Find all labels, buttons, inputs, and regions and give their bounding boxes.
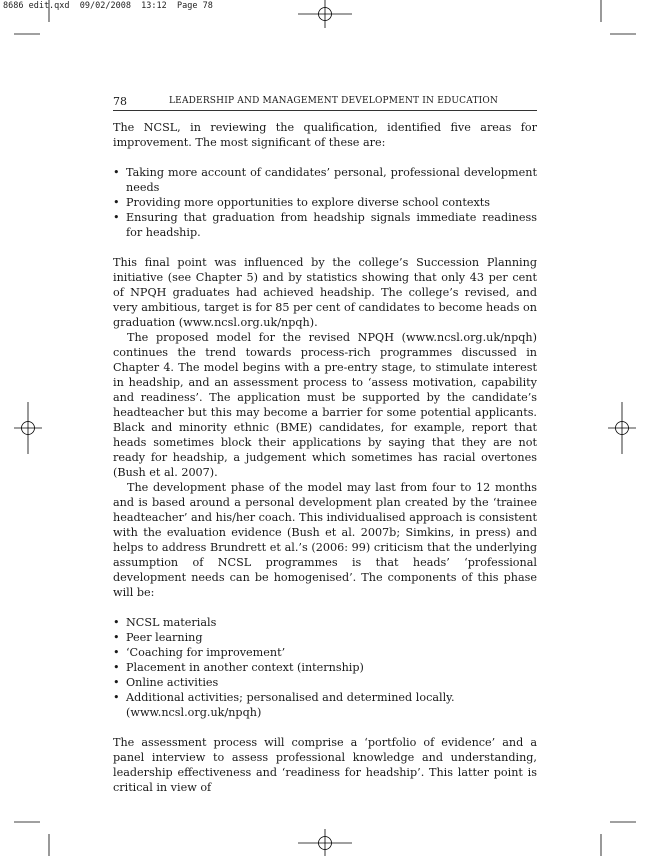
paragraph: The development phase of the model may last from four to 12 months and is based around a personal development plan created by the ‘trainee headteacher’ and his/her coach. This individualised approach is consistent with the evaluation evidence (Bush et al. 2007b; Simkins, in press) and helps to address Brundrett et al.’s (2006: 99) criticism that the underlying assumption of NCSL programmes is that heads’ ‘professional development needs can be homogenised’. The components of this phase will be: <box>113 481 537 599</box>
paragraph: The proposed model for the revised NPQH (www.ncsl.org.uk/npqh) continues the trend towards process-rich programmes discussed in Chapter 4. The model begins with a pre-entry stage, to stimulate interest in headship, and an assessment process to ‘assess motivation, capability and readiness’. The application must be supported by the candidate’s headteacher but this may become a barrier for some potential applicants. Black and minority ethnic (BME) candidates, for example, report that heads sometimes block their applications by saying that they are not ready for headship, a judgement which sometimes has racial overtones (Bush et al. 2007). <box>113 331 537 479</box>
list-item: • NCSL materials <box>113 615 537 630</box>
running-header <box>113 93 537 111</box>
improvement-list <box>113 165 537 240</box>
page-number: 78 <box>113 95 127 108</box>
list-item: • ‘Coaching for improvement’ <box>113 645 537 660</box>
components-list <box>113 615 537 720</box>
list-item <box>113 690 537 720</box>
paragraph: This final point was influenced by the college’s Succession Planning initiative (see Chapter 5) and by statistics showing that only 43 per cent of NPQH graduates had achieved headship. The college’s revised, and very ambitious, target is for 85 per cent of candidates to become heads on graduation (www.ncsl.org.uk/npqh). <box>113 256 537 329</box>
list-item: • Placement in another context (internship) <box>113 660 537 675</box>
list-item: • Ensuring that graduation from headship signals immediate readiness for headship. <box>113 210 537 240</box>
running-title: LEADERSHIP AND MANAGEMENT DEVELOPMENT IN EDUCATION <box>169 96 499 106</box>
list-item: • Peer learning <box>113 630 537 645</box>
slug-line: 8686 edit.qxd 09/02/2008 13:12 Page 78 <box>3 1 213 11</box>
list-item: • Providing more opportunities to explore diverse school contexts <box>113 195 537 210</box>
page-body <box>113 120 537 795</box>
list-item: • Taking more account of candidates’ personal, professional development needs <box>113 165 537 195</box>
list-item: • Online activities <box>113 675 537 690</box>
components-source: (www.ncsl.org.uk/npqh) <box>126 706 262 719</box>
intro-paragraph: The NCSL, in reviewing the qualification, identified five areas for improvement. The most significant of these are: <box>113 121 537 149</box>
list-item-text: Additional activities; personalised and determined locally. <box>126 691 455 704</box>
paragraph: The assessment process will comprise a ‘portfolio of evidence’ and a panel interview to assess professional knowledge and understanding, leadership effectiveness and ‘readiness for headship’. This latter point is critical in view of <box>113 736 537 794</box>
